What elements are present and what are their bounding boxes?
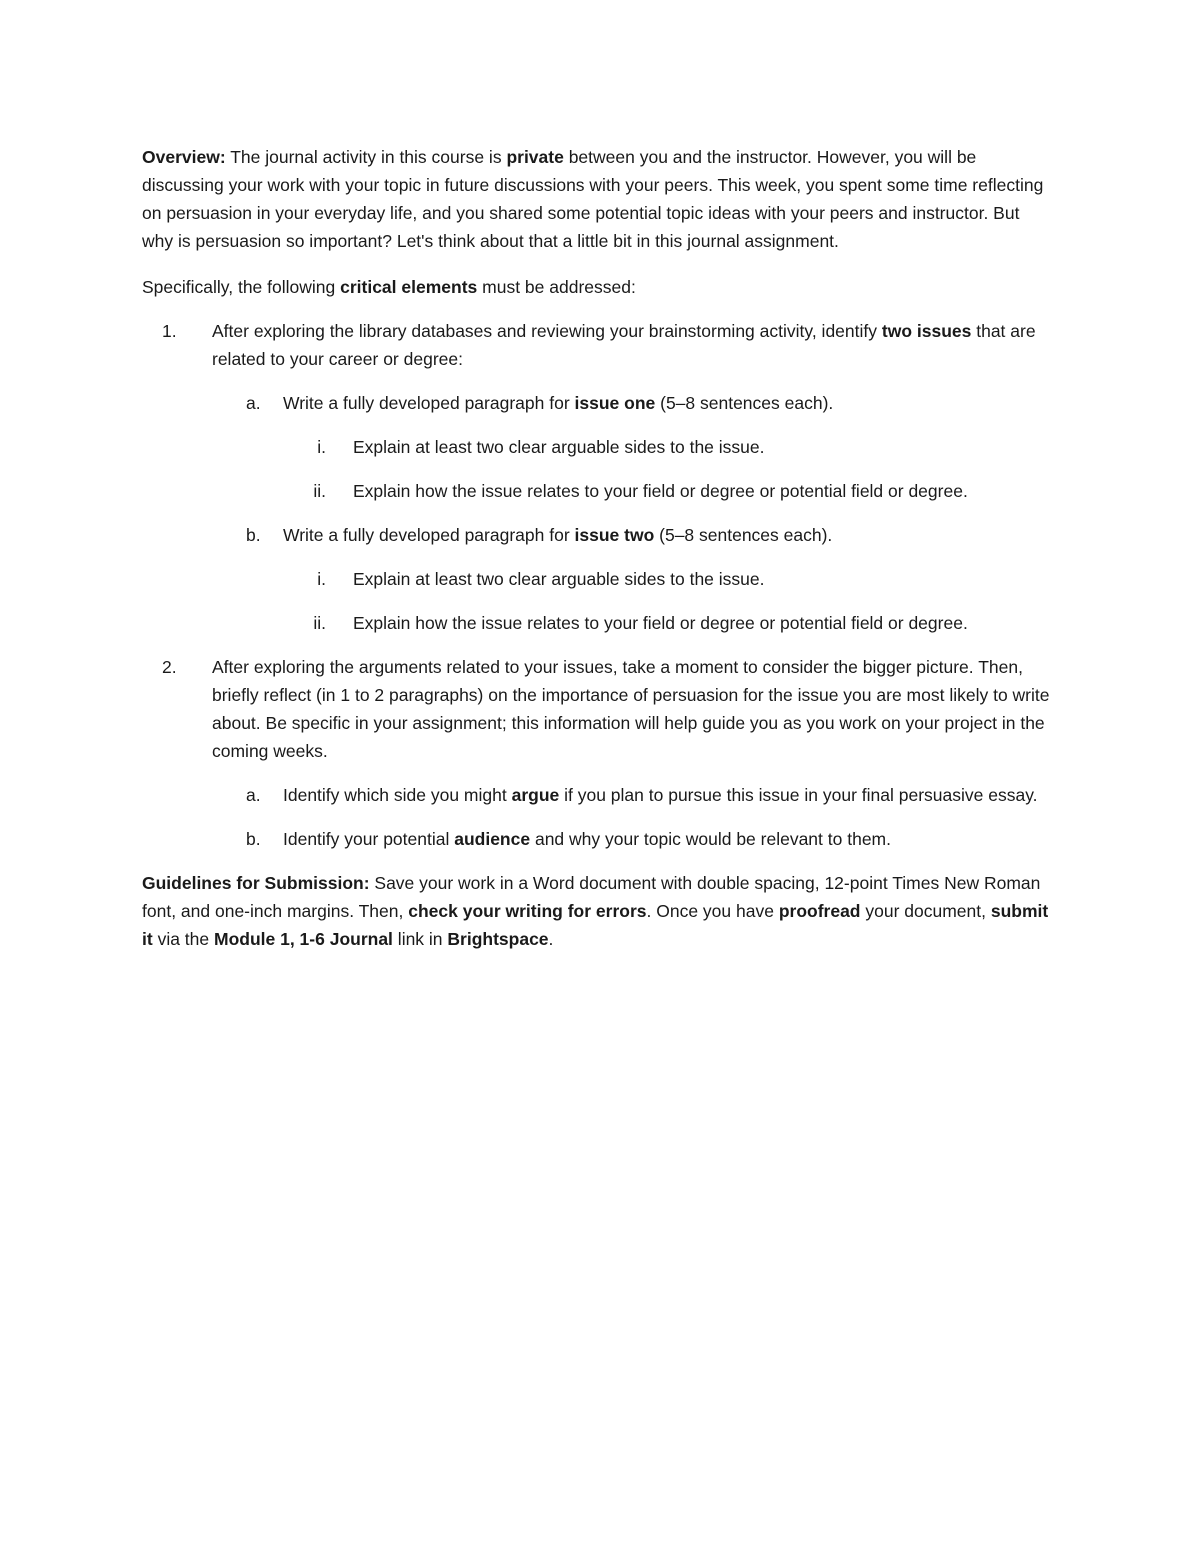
guidelines-text-6: . (548, 929, 554, 949)
overview-label: Overview: (142, 147, 226, 167)
overview-bold-private: private (506, 147, 564, 167)
list-item-1a (142, 389, 1050, 417)
item1b-bold-issue-two: issue two (574, 525, 655, 545)
list-item-1a-i (142, 433, 1050, 461)
item2a-text-2: if you plan to pursue this issue in your final persuasive essay. (559, 785, 1038, 805)
list-marker: i. (317, 569, 326, 589)
guidelines-bold-submit-it: submit it (142, 901, 1049, 949)
list-item-2 (142, 653, 1050, 765)
item1b-text-2: (5–8 sentences each). (654, 525, 833, 545)
item2-text: After exploring the arguments related to your issues, take a moment to consider the bigger picture. Then, briefly reflect (in 1 to 2 paragraphs) on the importance of persuasion for the issue you are most likely to write about. Be specific in your assignment; this information will help guide you as you work on your project in the coming weeks. (212, 657, 1050, 761)
item1a-ii-text: Explain how the issue relates to your field or degree or potential field or degree. (353, 481, 968, 501)
intro-bold-critical-elements: critical elements (340, 277, 478, 297)
list-marker: i. (317, 437, 326, 457)
guidelines-label: Guidelines for Submission: (142, 873, 370, 893)
guidelines-bold-check-errors: check your writing for errors (408, 901, 647, 921)
list-item-1b-i (142, 565, 1050, 593)
overview-text-1: The journal activity in this course is (225, 147, 507, 167)
item2b-text-2: and why your topic would be relevant to them. (530, 829, 891, 849)
item1b-ii-text: Explain how the issue relates to your field or degree or potential field or degree. (353, 613, 968, 633)
item1b-i-text: Explain at least two clear arguable sides to the issue. (353, 569, 765, 589)
list-marker: 2. (162, 657, 177, 677)
item1a-text-1: Write a fully developed paragraph for (283, 393, 575, 413)
guidelines-text-3: your document, (860, 901, 991, 921)
guidelines-text-1: Save your work in a Word document with double spacing, 12-point Times New Roman font, and one-inch margins. Then, (142, 873, 1041, 921)
guidelines-bold-proofread: proofread (778, 901, 861, 921)
item1a-bold-issue-one: issue one (574, 393, 656, 413)
list-item-2b (142, 825, 1050, 853)
list-marker: a. (246, 393, 261, 413)
list-item-1a-ii (142, 477, 1050, 505)
list-marker: ii. (313, 481, 326, 501)
item2b-text-1: Identify your potential (283, 829, 455, 849)
list-marker: 1. (162, 321, 177, 341)
overview-paragraph (142, 143, 1050, 255)
intro-paragraph (142, 273, 1050, 301)
list-marker: b. (246, 525, 261, 545)
overview-text-2: between you and the instructor. However, you will be discussing your work with your topic in future discussions with your peers. This week, you spent some time reflecting on persuasion in your everyday life, and you shared some potential topic ideas with your peers and instructor. But why is persuasion so important? Let's think about that a little bit in this journal assignment. (142, 147, 1044, 251)
item2a-bold-argue: argue (511, 785, 560, 805)
item1-text-1: After exploring the library databases and reviewing your brainstorming activity, identify (212, 321, 882, 341)
item1-text-2: that are related to your career or degree: (212, 321, 1036, 369)
item1a-i-text: Explain at least two clear arguable sides to the issue. (353, 437, 765, 457)
guidelines-text-2: . Once you have (646, 901, 779, 921)
intro-text-2: must be addressed: (477, 277, 636, 297)
intro-text-1: Specifically, the following (142, 277, 341, 297)
guidelines-text-4: via the (152, 929, 214, 949)
list-marker: a. (246, 785, 261, 805)
list-item-2a (142, 781, 1050, 809)
list-marker: ii. (313, 613, 326, 633)
guidelines-text-5: link in (392, 929, 448, 949)
guidelines-bold-module-journal: Module 1, 1-6 Journal (214, 929, 393, 949)
item2b-bold-audience: audience (454, 829, 531, 849)
list-item-1b-ii (142, 609, 1050, 637)
guidelines-paragraph (142, 869, 1050, 953)
list-item-1b (142, 521, 1050, 549)
item1b-text-1: Write a fully developed paragraph for (283, 525, 575, 545)
item1-bold-two-issues: two issues (881, 321, 972, 341)
item2a-text-1: Identify which side you might (283, 785, 512, 805)
guidelines-bold-brightspace: Brightspace (447, 929, 549, 949)
list-item-1 (142, 317, 1050, 373)
list-marker: b. (246, 829, 261, 849)
item1a-text-2: (5–8 sentences each). (655, 393, 834, 413)
